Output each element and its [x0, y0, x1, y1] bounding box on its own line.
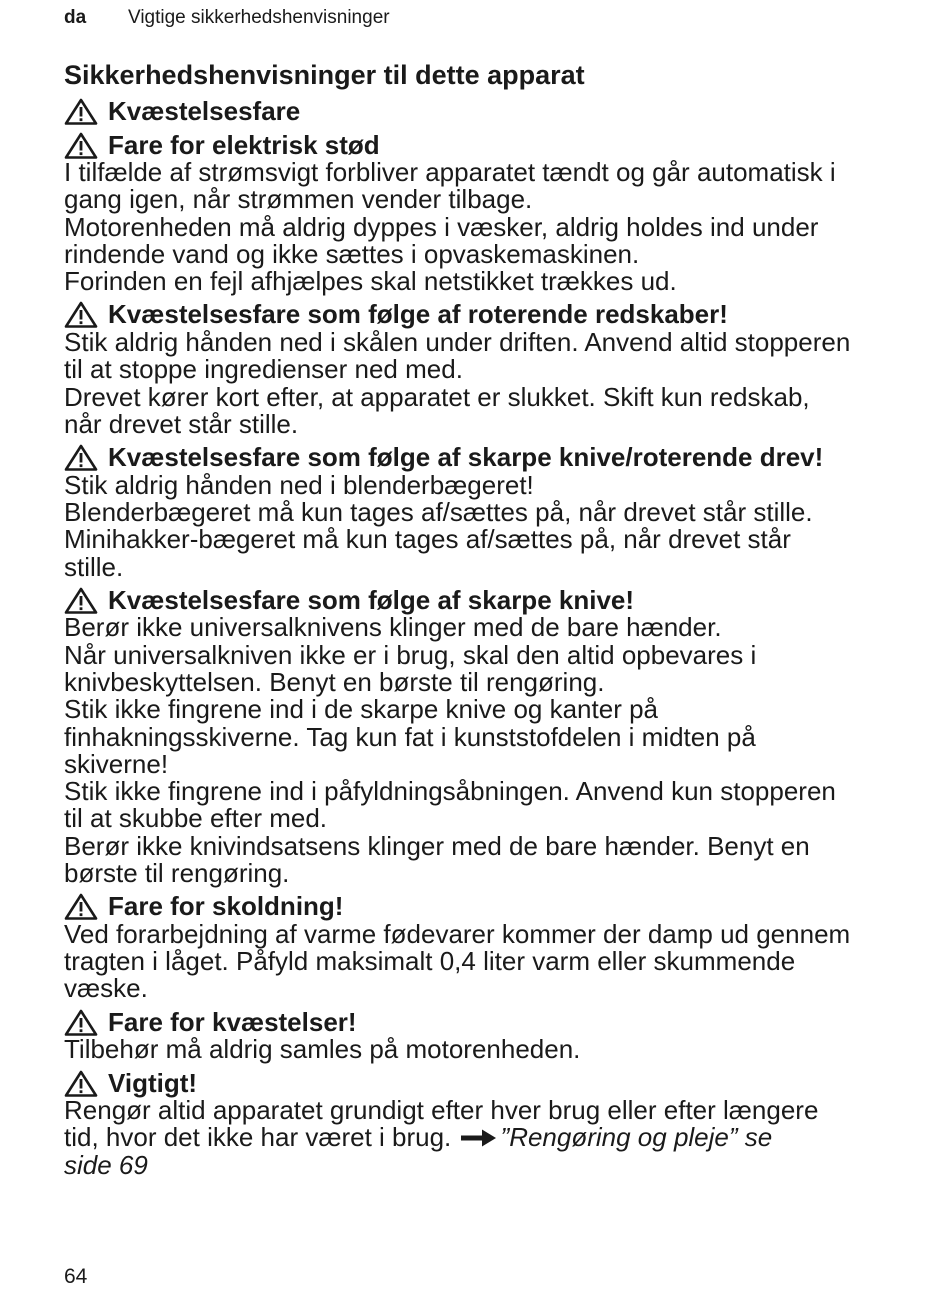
warning-heading — [64, 1067, 894, 1098]
paragraph-line: Stik aldrig hånden ned i skålen under driften. Anvend altid stopperen — [64, 326, 851, 357]
paragraph-line: væske. — [64, 973, 148, 1004]
arrow-right-icon — [461, 1125, 497, 1143]
paragraph-line: Drevet kører kort efter, at apparatet er slukket. Skift kun redskab, — [64, 381, 810, 412]
paragraph-line: Ved forarbejdning af varme fødevarer kommer der damp ud gennem — [64, 918, 851, 949]
warning-triangle-icon — [64, 587, 98, 614]
paragraph-line: Når universalkniven ikke er i brug, skal den altid opbevares i — [64, 639, 757, 670]
paragraph-text: tid, hvor det ikke har været i brug. — [64, 1122, 452, 1153]
warning-heading-text: Kvæstelsesfare som følge af skarpe knive/roterende drev! — [108, 442, 824, 473]
paragraph-line: til at stoppe ingredienser ned med. — [64, 354, 463, 385]
paragraph-line: Stik aldrig hånden ned i blenderbægeret! — [64, 469, 534, 500]
warning-triangle-icon — [64, 1009, 98, 1036]
cross-reference-page[interactable]: side 69 — [64, 1149, 148, 1180]
paragraph-line: Forinden en fejl afhjælpes skal netstikket trækkes ud. — [64, 266, 677, 297]
warning-heading-text: Fare for skoldning! — [108, 891, 344, 922]
paragraph-line: finhakningsskiverne. Tag kun fat i kunststofdelen i midten på — [64, 721, 756, 752]
paragraph-line: tragten i låget. Påfyld maksimalt 0,4 liter varm eller skummende — [64, 946, 796, 977]
warning-heading-text: Kvæstelsesfare — [108, 96, 301, 126]
paragraph-line: Blenderbægeret må kun tages af/sættes på, når drevet står stille. — [64, 496, 813, 527]
paragraph-line: når drevet står stille. — [64, 408, 299, 439]
warning-heading — [64, 1006, 894, 1037]
paragraph-line: til at skubbe efter med. — [64, 803, 328, 834]
warning-heading-text: Kvæstelsesfare som følge af roterende redskaber! — [108, 299, 728, 330]
warning-triangle-icon — [64, 98, 98, 125]
warning-triangle-icon — [64, 893, 98, 920]
paragraph-line: Rengør altid apparatet grundigt efter hver brug eller efter længere — [64, 1095, 819, 1126]
language-code: da — [64, 7, 87, 28]
paragraph-line: Berør ikke knivindsatsens klinger med de bare hænder. Benyt en — [64, 830, 810, 861]
warning-triangle-icon — [64, 301, 98, 328]
cross-reference-link[interactable]: ”Rengøring og pleje” se — [500, 1122, 773, 1153]
warning-heading — [64, 98, 894, 126]
page-content — [64, 58, 894, 1179]
paragraph-line: gang igen, når strømmen vender tilbage. — [64, 184, 533, 215]
paragraph-line: Stik ikke fingrene ind i påfyldningsåbningen. Anvend kun stopperen — [64, 776, 836, 807]
paragraph-line — [64, 1124, 894, 1151]
warning-heading — [64, 444, 894, 472]
warning-triangle-icon — [64, 132, 98, 159]
paragraph-line — [64, 1149, 894, 1180]
paragraph-line: Motorenheden må aldrig dyppes i væsker, aldrig holdes ind under — [64, 211, 819, 242]
warning-blocks — [64, 98, 894, 1064]
page-number: 64 — [64, 1265, 88, 1288]
paragraph-line: I tilfælde af strømsvigt forbliver apparatet tændt og går automatisk i — [64, 157, 836, 187]
paragraph-line: Stik ikke fingrene ind i de skarpe knive og kanter på — [64, 694, 659, 725]
paragraph-line: Berør ikke universalknivens klinger med de bare hænder. — [64, 612, 722, 643]
warning-heading-text: Kvæstelsesfare som følge af skarpe knive! — [108, 584, 635, 615]
warning-heading-text: Vigtigt! — [108, 1067, 198, 1098]
paragraph-line: rindende vand og ikke sættes i opvaskemaskinen. — [64, 238, 640, 269]
paragraph-line: børste til rengøring. — [64, 858, 290, 889]
warning-triangle-icon — [64, 444, 98, 471]
paragraph-line: knivbeskyttelsen. Benyt en børste til rengøring. — [64, 666, 605, 697]
warning-heading-text: Fare for elektrisk stød — [108, 129, 380, 160]
section-title: Sikkerhedshenvisninger til dette apparat — [64, 60, 585, 90]
warning-heading-text: Fare for kvæstelser! — [108, 1006, 357, 1037]
paragraph-line: skiverne! — [64, 748, 169, 779]
warning-heading — [64, 584, 894, 615]
paragraph-line: Minihakker-bægeret må kun tages af/sættes på, når drevet står — [64, 524, 791, 555]
page-header — [64, 7, 390, 29]
warning-triangle-icon — [64, 1070, 98, 1097]
paragraph-line: Tilbehør må aldrig samles på motorenheden. — [64, 1034, 581, 1065]
warning-heading — [64, 301, 894, 329]
header-title: Vigtige sikkerhedshenvisninger — [128, 7, 390, 28]
warning-heading — [64, 129, 894, 160]
warning-heading — [64, 893, 894, 921]
paragraph-line: stille. — [64, 551, 124, 582]
